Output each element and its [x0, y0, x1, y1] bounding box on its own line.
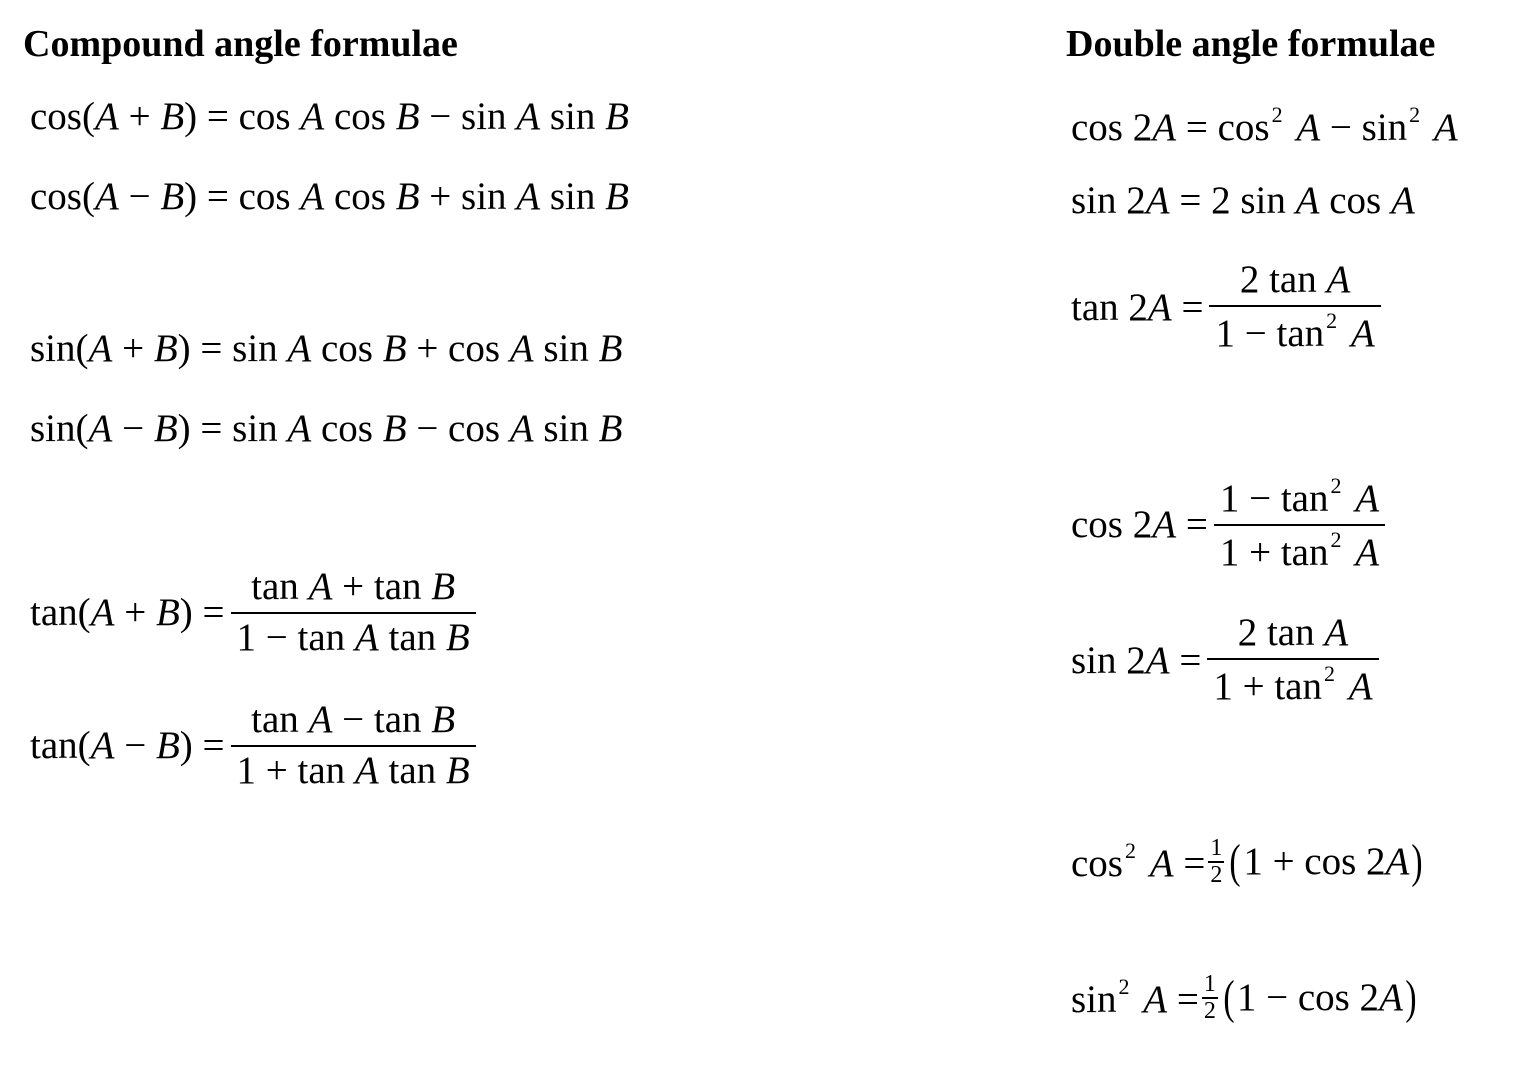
formula-cos-squared: $\cos^2 A$ = $\frac{1}{2}$ ( 1 + cos 2A ): [1071, 834, 1423, 888]
formula-tan-sum: tan(A + B) = $\frac{\text{tan A + tan B}}{\text{1 − tan A tan B}}$: [30, 563, 476, 663]
tan-double-fraction: $\frac{\text{2 tan A}}{1 - \tan^2 A}$: [1209, 256, 1380, 359]
formula-cos-difference: cos(A − B) = cos A cos B + sin A sin B: [30, 175, 629, 218]
formula-sin-squared: $\sin^2 A$ = $\frac{1}{2}$ ( 1 − cos 2A ): [1071, 970, 1417, 1024]
cos-double-tan-fraction: $\frac{1 - \tan^2 A}{1 + \tan^2 A}$: [1214, 472, 1385, 578]
formula-tan-difference: tan(A − B) = $\frac{\text{tan A − tan B}}{\text{1 + tan A tan B}}$: [30, 696, 476, 796]
formula-sin-difference: sin(A − B) = sin A cos B − cos A sin B: [30, 407, 623, 450]
formula-sin-sum: sin(A + B) = sin A cos B + cos A sin B: [30, 327, 623, 370]
tan-difference-fraction: $\frac{\text{tan A − tan B}}{\text{1 + tan A tan B}}$: [231, 696, 476, 796]
formula-cos-sum: cos(A + B) = cos A cos B − sin A sin B: [30, 95, 629, 138]
formula-tan-double: tan 2A = $\frac{\text{2 tan A}}{1 - \tan^2 A}$: [1071, 256, 1381, 359]
half-fraction: $\frac{1}{2}$: [1203, 971, 1216, 1024]
half-fraction: $\frac{1}{2}$: [1210, 835, 1223, 888]
formula-cos-double: $\cos 2A = \cos^2 A - \sin^2 A$: [1071, 102, 1458, 149]
formula-sin-double-tan: sin 2A = $\frac{\text{2 tan A}}{1 + \tan^2 A}$: [1071, 609, 1379, 712]
tan-sum-fraction: $\frac{\text{tan A + tan B}}{\text{1 − tan A tan B}}$: [231, 563, 476, 663]
sin-double-tan-fraction: $\frac{\text{2 tan A}}{1 + \tan^2 A}$: [1207, 609, 1378, 712]
compound-heading: Compound angle formulae: [23, 23, 458, 65]
double-heading: Double angle formulae: [1066, 23, 1436, 65]
formula-cos-double-tan: cos 2A = $\frac{1 - \tan^2 A}{1 + \tan^2 A}$: [1071, 472, 1385, 578]
formula-sin-double: sin 2A = 2 sin A cos A: [1071, 179, 1415, 222]
